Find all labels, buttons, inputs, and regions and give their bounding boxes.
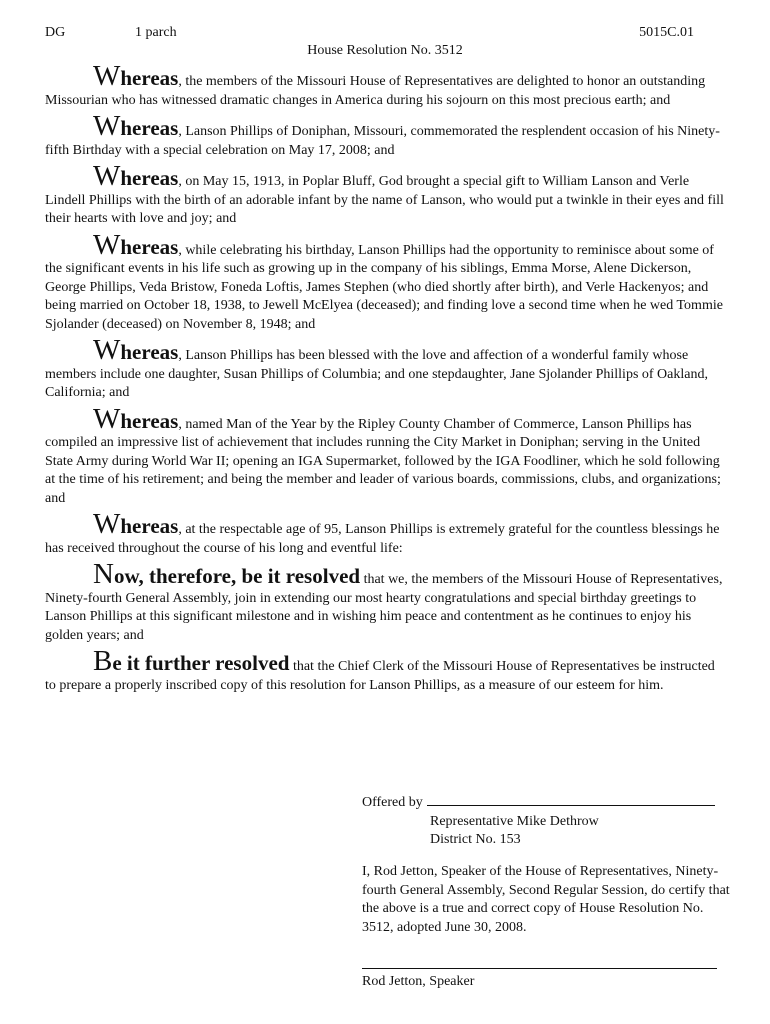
speaker-certification: I, Rod Jetton, Speaker of the House of Representatives, Ninety-fourth General Assembly, Second Regular Session, do certify that the above is a true and correct copy of House Resolution No. 3512, adopted June 30, 2008. <box>362 864 730 935</box>
offered-by-label: Offered by <box>362 795 423 810</box>
whereas-paragraph-2: Whereas, Lanson Phillips of Doniphan, Missouri, commemorated the resplendent occasion of his Ninety-fifth Birthday with a special celebration on May 17, 2008; and <box>45 110 720 158</box>
header-bill-code: 5015C.01 <box>639 25 694 40</box>
speaker-name: Rod Jetton, Speaker <box>362 974 475 989</box>
header-page-count: 1 parch <box>135 25 177 40</box>
resolution-body <box>45 60 725 701</box>
representative-name: Representative Mike Dethrow <box>430 813 599 829</box>
district-number: District No. 153 <box>430 832 521 847</box>
whereas-paragraph-3: Whereas, on May 15, 1913, in Poplar Bluff, God brought a special gift to William Lanson and Verle Lindell Phillips with the birth of an adorable infant by the name of Lanson, who would put a twinkle in their eyes and fill their hearts with love and joy; and <box>45 160 724 226</box>
offered-by-signature-line <box>427 791 715 806</box>
whereas-paragraph-4: Whereas, while celebrating his birthday, Lanson Phillips had the opportunity to reminisce about some of the significant events in his life such as growing up in the company of his siblings, Emma Morse, Alene Dickerson, George Phillips, Veda Bristow, Foneda Loftis, James Stephen (who died shortly after birth), and Verle Hackenyos; and being married on October 18, 1938, to Jewell McElyea (deceased); and finding love a second time when he wed Tommie Sjolander (deceased) on November 8, 1948; and <box>45 228 723 332</box>
offered-by-block <box>362 791 732 850</box>
speaker-signature-line <box>362 968 717 969</box>
further-resolved-paragraph: Be it further resolved that the Chief Clerk of the Missouri House of Representatives be instructed to prepare a properly inscribed copy of this resolution for Lanson Phillips, as a measure of our esteem for him. <box>45 645 715 693</box>
resolved-paragraph: Now, therefore, be it resolved that we, the members of the Missouri House of Representatives, Ninety-fourth General Assembly, join in extending our most hearty congratulations and special birthday greetings to Lanson Phillips at this significant milestone and in wishing him peace and contentment as he continues to enjoy his golden years; and <box>45 558 723 643</box>
whereas-paragraph-7: Whereas, at the respectable age of 95, Lanson Phillips is extremely grateful for the countless blessings he has received throughout the course of his long and eventful life: <box>45 508 720 556</box>
resolution-title: House Resolution No. 3512 <box>307 43 463 58</box>
header-left-code: DG <box>45 25 66 40</box>
whereas-paragraph-6: Whereas, named Man of the Year by the Ripley County Chamber of Commerce, Lanson Phillips has compiled an impressive list of achievement that includes running the City Market in Doniphan; serving in the United State Army during World War II; opening an IGA Supermarket, followed by the IGA Foodliner, which he sold following at the time of his retirement; and being the member and leader of various boards, commissions, clubs, and organizations; and <box>45 402 721 506</box>
whereas-paragraph-5: Whereas, Lanson Phillips has been blessed with the love and affection of a wonderful family whose members include one daughter, Susan Phillips of Columbia; and one stepdaughter, Jane Sjolander Phillips of Oakland, California; and <box>45 334 708 400</box>
whereas-paragraph-1: Whereas, the members of the Missouri House of Representatives are delighted to honor an outstanding Missourian who has witnessed dramatic changes in America during his sojourn on this most precious earth; and <box>45 60 706 108</box>
